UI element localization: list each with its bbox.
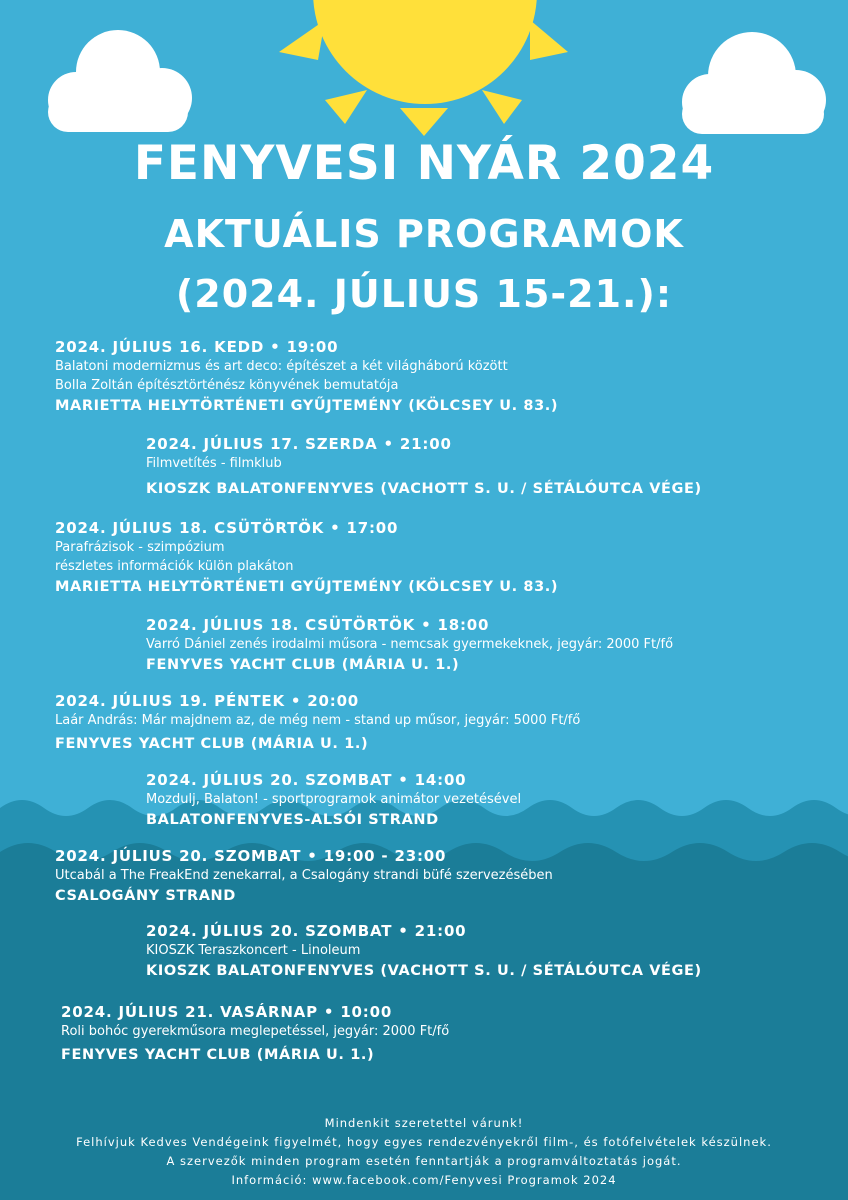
event-item bbox=[146, 434, 702, 500]
footer-welcome: Mindenkit szeretettel várunk! bbox=[324, 1116, 524, 1130]
event-description: Roli bohóc gyerekműsora meglepetéssel, jegyár: 2000 Ft/fő bbox=[61, 1024, 450, 1039]
event-item bbox=[61, 1002, 449, 1066]
event-date: 2024. JÚLIUS 20. SZOMBAT • 21:00 bbox=[146, 922, 467, 940]
event-location: FENYVES YACHT CLUB (MÁRIA U. 1.) bbox=[55, 736, 369, 752]
event-location: CSALOGÁNY STRAND bbox=[55, 888, 236, 904]
event-item bbox=[55, 337, 558, 417]
event-location: MARIETTA HELYTÖRTÉNETI GYŰJTEMÉNY (KÖLCSEY U. 83.) bbox=[55, 579, 559, 595]
event-description: Varró Dániel zenés irodalmi műsora - nemcsak gyermekeknek, jegyár: 2000 Ft/fő bbox=[146, 637, 674, 652]
event-location: FENYVES YACHT CLUB (MÁRIA U. 1.) bbox=[61, 1047, 375, 1063]
event-item bbox=[146, 921, 702, 982]
event-item bbox=[55, 846, 553, 907]
event-date: 2024. JÚLIUS 20. SZOMBAT • 14:00 bbox=[146, 771, 467, 789]
event-description: Parafrázisok - szimpózium bbox=[55, 540, 225, 555]
footer-disclaimer: A szervezők minden program esetén fenntartják a programváltoztatás jogát. bbox=[166, 1154, 682, 1168]
event-date: 2024. JÚLIUS 20. SZOMBAT • 19:00 - 23:00 bbox=[55, 847, 447, 865]
event-description: Laár András: Már majdnem az, de még nem - stand up műsor, jegyár: 5000 Ft/fő bbox=[55, 713, 581, 728]
event-description: Bolla Zoltán építésztörténész könyvének bemutatója bbox=[55, 378, 399, 393]
event-location: MARIETTA HELYTÖRTÉNETI GYŰJTEMÉNY (KÖLCSEY U. 83.) bbox=[55, 398, 559, 414]
event-location: KIOSZK BALATONFENYVES (VACHOTT S. U. / SÉTÁLÓUTCA VÉGE) bbox=[146, 481, 702, 497]
event-item bbox=[146, 770, 521, 831]
footer-info: Információ: www.facebook.com/Fenyvesi Programok 2024 bbox=[231, 1173, 617, 1187]
event-date: 2024. JÚLIUS 19. PÉNTEK • 20:00 bbox=[55, 692, 360, 710]
event-date: 2024. JÚLIUS 16. KEDD • 19:00 bbox=[55, 338, 339, 356]
event-date: 2024. JÚLIUS 18. CSÜTÖRTÖK • 17:00 bbox=[55, 519, 399, 537]
event-date: 2024. JÚLIUS 21. VASÁRNAP • 10:00 bbox=[61, 1003, 393, 1021]
event-description: Balatoni modernizmus és art deco: építészet a két világháború között bbox=[55, 359, 508, 374]
poster-footer bbox=[0, 1114, 848, 1190]
event-description: Filmvetítés - filmklub bbox=[146, 456, 282, 471]
event-description: részletes információk külön plakáton bbox=[55, 559, 294, 574]
event-item bbox=[55, 691, 580, 755]
event-description: Utcabál a The FreakEnd zenekarral, a Csalogány strandi büfé szervezésében bbox=[55, 868, 553, 883]
poster-date-range: (2024. JÚLIUS 15-21.): bbox=[175, 272, 673, 316]
event-item bbox=[55, 518, 558, 598]
poster-subtitle: AKTUÁLIS PROGRAMOK bbox=[164, 212, 684, 256]
event-description: Mozdulj, Balaton! - sportprogramok animátor vezetésével bbox=[146, 792, 522, 807]
footer-notice: Felhívjuk Kedves Vendégeink figyelmét, hogy egyes rendezvényekről film-, és fotófelvételek készülnek. bbox=[76, 1135, 772, 1149]
event-date: 2024. JÚLIUS 17. SZERDA • 21:00 bbox=[146, 435, 452, 453]
event-item bbox=[146, 615, 673, 676]
poster-title: FENYVESI NYÁR 2024 bbox=[133, 136, 715, 191]
event-location: BALATONFENYVES-ALSÓI STRAND bbox=[146, 812, 439, 828]
event-location: FENYVES YACHT CLUB (MÁRIA U. 1.) bbox=[146, 657, 460, 673]
event-location: KIOSZK BALATONFENYVES (VACHOTT S. U. / SÉTÁLÓUTCA VÉGE) bbox=[146, 963, 702, 979]
event-date: 2024. JÚLIUS 18. CSÜTÖRTÖK • 18:00 bbox=[146, 616, 490, 634]
event-description: KIOSZK Teraszkoncert - Linoleum bbox=[146, 943, 361, 958]
